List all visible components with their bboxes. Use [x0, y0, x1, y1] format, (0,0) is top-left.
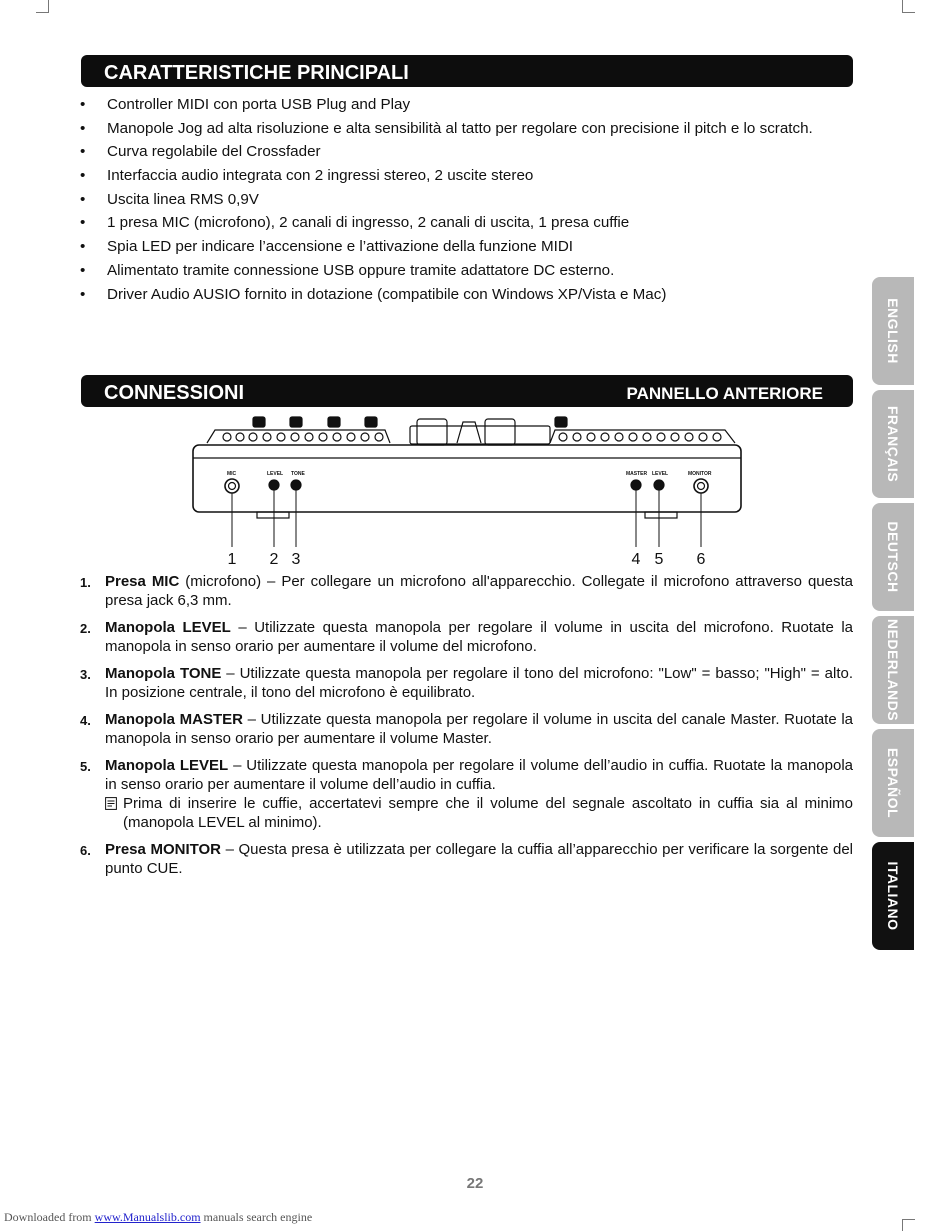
list-item: • Interfaccia audio integrata con 2 ingressi stereo, 2 uscite stereo [80, 165, 870, 189]
crop-mark [902, 12, 915, 13]
section-title: CONNESSIONI [104, 382, 245, 404]
item-text: – Utilizzate questa manopola per regolare il volume in uscita del microfono. Ruotate la manopola in senso orario per aumentare il volume del microfono. [105, 619, 853, 655]
list-item: • Alimentato tramite connessione USB oppure tramite adattatore DC esterno. [80, 260, 870, 284]
item-text: – Questa presa è utilizzata per collegare la cuffia all’apparecchio per verificare la sorgente del punto CUE. [105, 841, 853, 877]
footer-suffix: manuals search engine [200, 1210, 313, 1224]
list-item: • Uscita linea RMS 0,9V [80, 189, 870, 213]
tab-label: FRANÇAIS [885, 405, 901, 483]
tab-label: ITALIANO [885, 861, 901, 931]
note-icon [105, 797, 117, 810]
tab-label: DEUTSCH [885, 521, 901, 593]
list-item: • Curva regolabile del Crossfader [80, 141, 870, 165]
section-subtitle: PANNELLO ANTERIORE [626, 384, 823, 403]
footer-link[interactable]: www.Manualslib.com [94, 1210, 201, 1224]
crop-mark [902, 1219, 903, 1231]
list-item [80, 710, 853, 748]
list-item [80, 840, 853, 878]
callout-number: 4 [631, 551, 641, 568]
crop-mark [48, 0, 49, 12]
section-title: CARATTERISTICHE PRINCIPALI [104, 62, 409, 84]
tab-english[interactable] [872, 277, 914, 385]
tab-nederlands[interactable] [872, 616, 914, 724]
section-header-features [81, 55, 853, 87]
item-number: 2. [80, 621, 91, 636]
features-list [80, 94, 870, 307]
tab-italiano[interactable] [872, 842, 914, 950]
item-title: Manopola LEVEL [105, 757, 229, 774]
callout-number: 5 [654, 551, 664, 568]
tab-label: ESPAÑOL [885, 747, 901, 819]
page-number: 22 [466, 1175, 484, 1192]
callout-number: 6 [696, 551, 706, 568]
tab-deutsch[interactable] [872, 503, 914, 611]
note-text: Prima di inserire le cuffie, accertatevi sempre che il volume del segnale ascoltato in cuffia sia al minimo (manopola LEVEL al minimo). [123, 795, 853, 831]
list-item: • Driver Audio AUSIO fornito in dotazione (compatibile con Windows XP/Vista e Mac) [80, 284, 870, 308]
crop-mark [902, 0, 903, 12]
list-item: • Manopole Jog ad alta risoluzione e alta sensibilità al tatto per regolare con precisione il pitch e lo scratch. [80, 118, 870, 142]
item-number: 3. [80, 667, 91, 682]
tab-espanol[interactable] [872, 729, 914, 837]
panel-label-mic: MIC [227, 471, 237, 477]
item-title: Presa MIC [105, 573, 180, 590]
panel-label-level: LEVEL [267, 471, 284, 477]
tab-label: NEDERLANDS [885, 618, 901, 722]
footer [4, 1210, 312, 1225]
item-title: Presa MONITOR [105, 841, 221, 858]
panel-label-level: LEVEL [652, 471, 669, 477]
list-item [80, 572, 853, 610]
item-number: 1. [80, 575, 91, 590]
callout-number: 1 [227, 551, 237, 568]
item-text: – Utilizzate questa manopola per regolare il volume dell’audio in cuffia. Ruotate la manopola in senso orario per aumentare il volume dell’audio in cuffia. [105, 757, 853, 793]
item-number: 4. [80, 713, 91, 728]
item-title: Manopola MASTER [105, 711, 243, 728]
tab-label: ENGLISH [885, 298, 901, 364]
list-item [80, 756, 853, 832]
tab-francais[interactable] [872, 390, 914, 498]
item-title: Manopola LEVEL [105, 619, 231, 636]
panel-label-tone: TONE [291, 471, 305, 477]
crop-mark [902, 1219, 915, 1220]
list-item: • Spia LED per indicare l’accensione e l’attivazione della funzione MIDI [80, 236, 870, 260]
panel-label-master: MASTER [626, 471, 648, 477]
item-number: 6. [80, 843, 91, 858]
front-panel-diagram [185, 410, 755, 570]
list-item [80, 618, 853, 656]
section-header-connections [81, 375, 853, 407]
item-text: – Utilizzate questa manopola per regolare il volume in uscita del canale Master. Ruotate la manopola in senso orario per aumentare il volume Master. [105, 711, 854, 747]
callout-number: 2 [269, 551, 279, 568]
connections-list [80, 572, 853, 886]
list-item: • Controller MIDI con porta USB Plug and Play [80, 94, 870, 118]
crop-mark [36, 12, 49, 13]
footer-prefix: Downloaded from [4, 1210, 95, 1224]
callout-number: 3 [291, 551, 301, 568]
note [105, 794, 853, 832]
list-item: • 1 presa MIC (microfono), 2 canali di ingresso, 2 canali di uscita, 1 presa cuffie [80, 212, 870, 236]
list-item [80, 664, 853, 702]
panel-label-monitor: MONITOR [688, 471, 712, 477]
item-text: (microfono) – Per collegare un microfono all'apparecchio. Collegate il microfono attraverso questa presa jack 6,3 mm. [105, 573, 853, 609]
item-title: Manopola TONE [105, 665, 222, 682]
language-tabs [872, 277, 914, 955]
item-text: – Utilizzate questa manopola per regolare il tono del microfono: "Low" = basso; "High" = alto. In posizione centrale, il tono del microfono è equilibrato. [105, 665, 853, 701]
item-number: 5. [80, 759, 91, 774]
